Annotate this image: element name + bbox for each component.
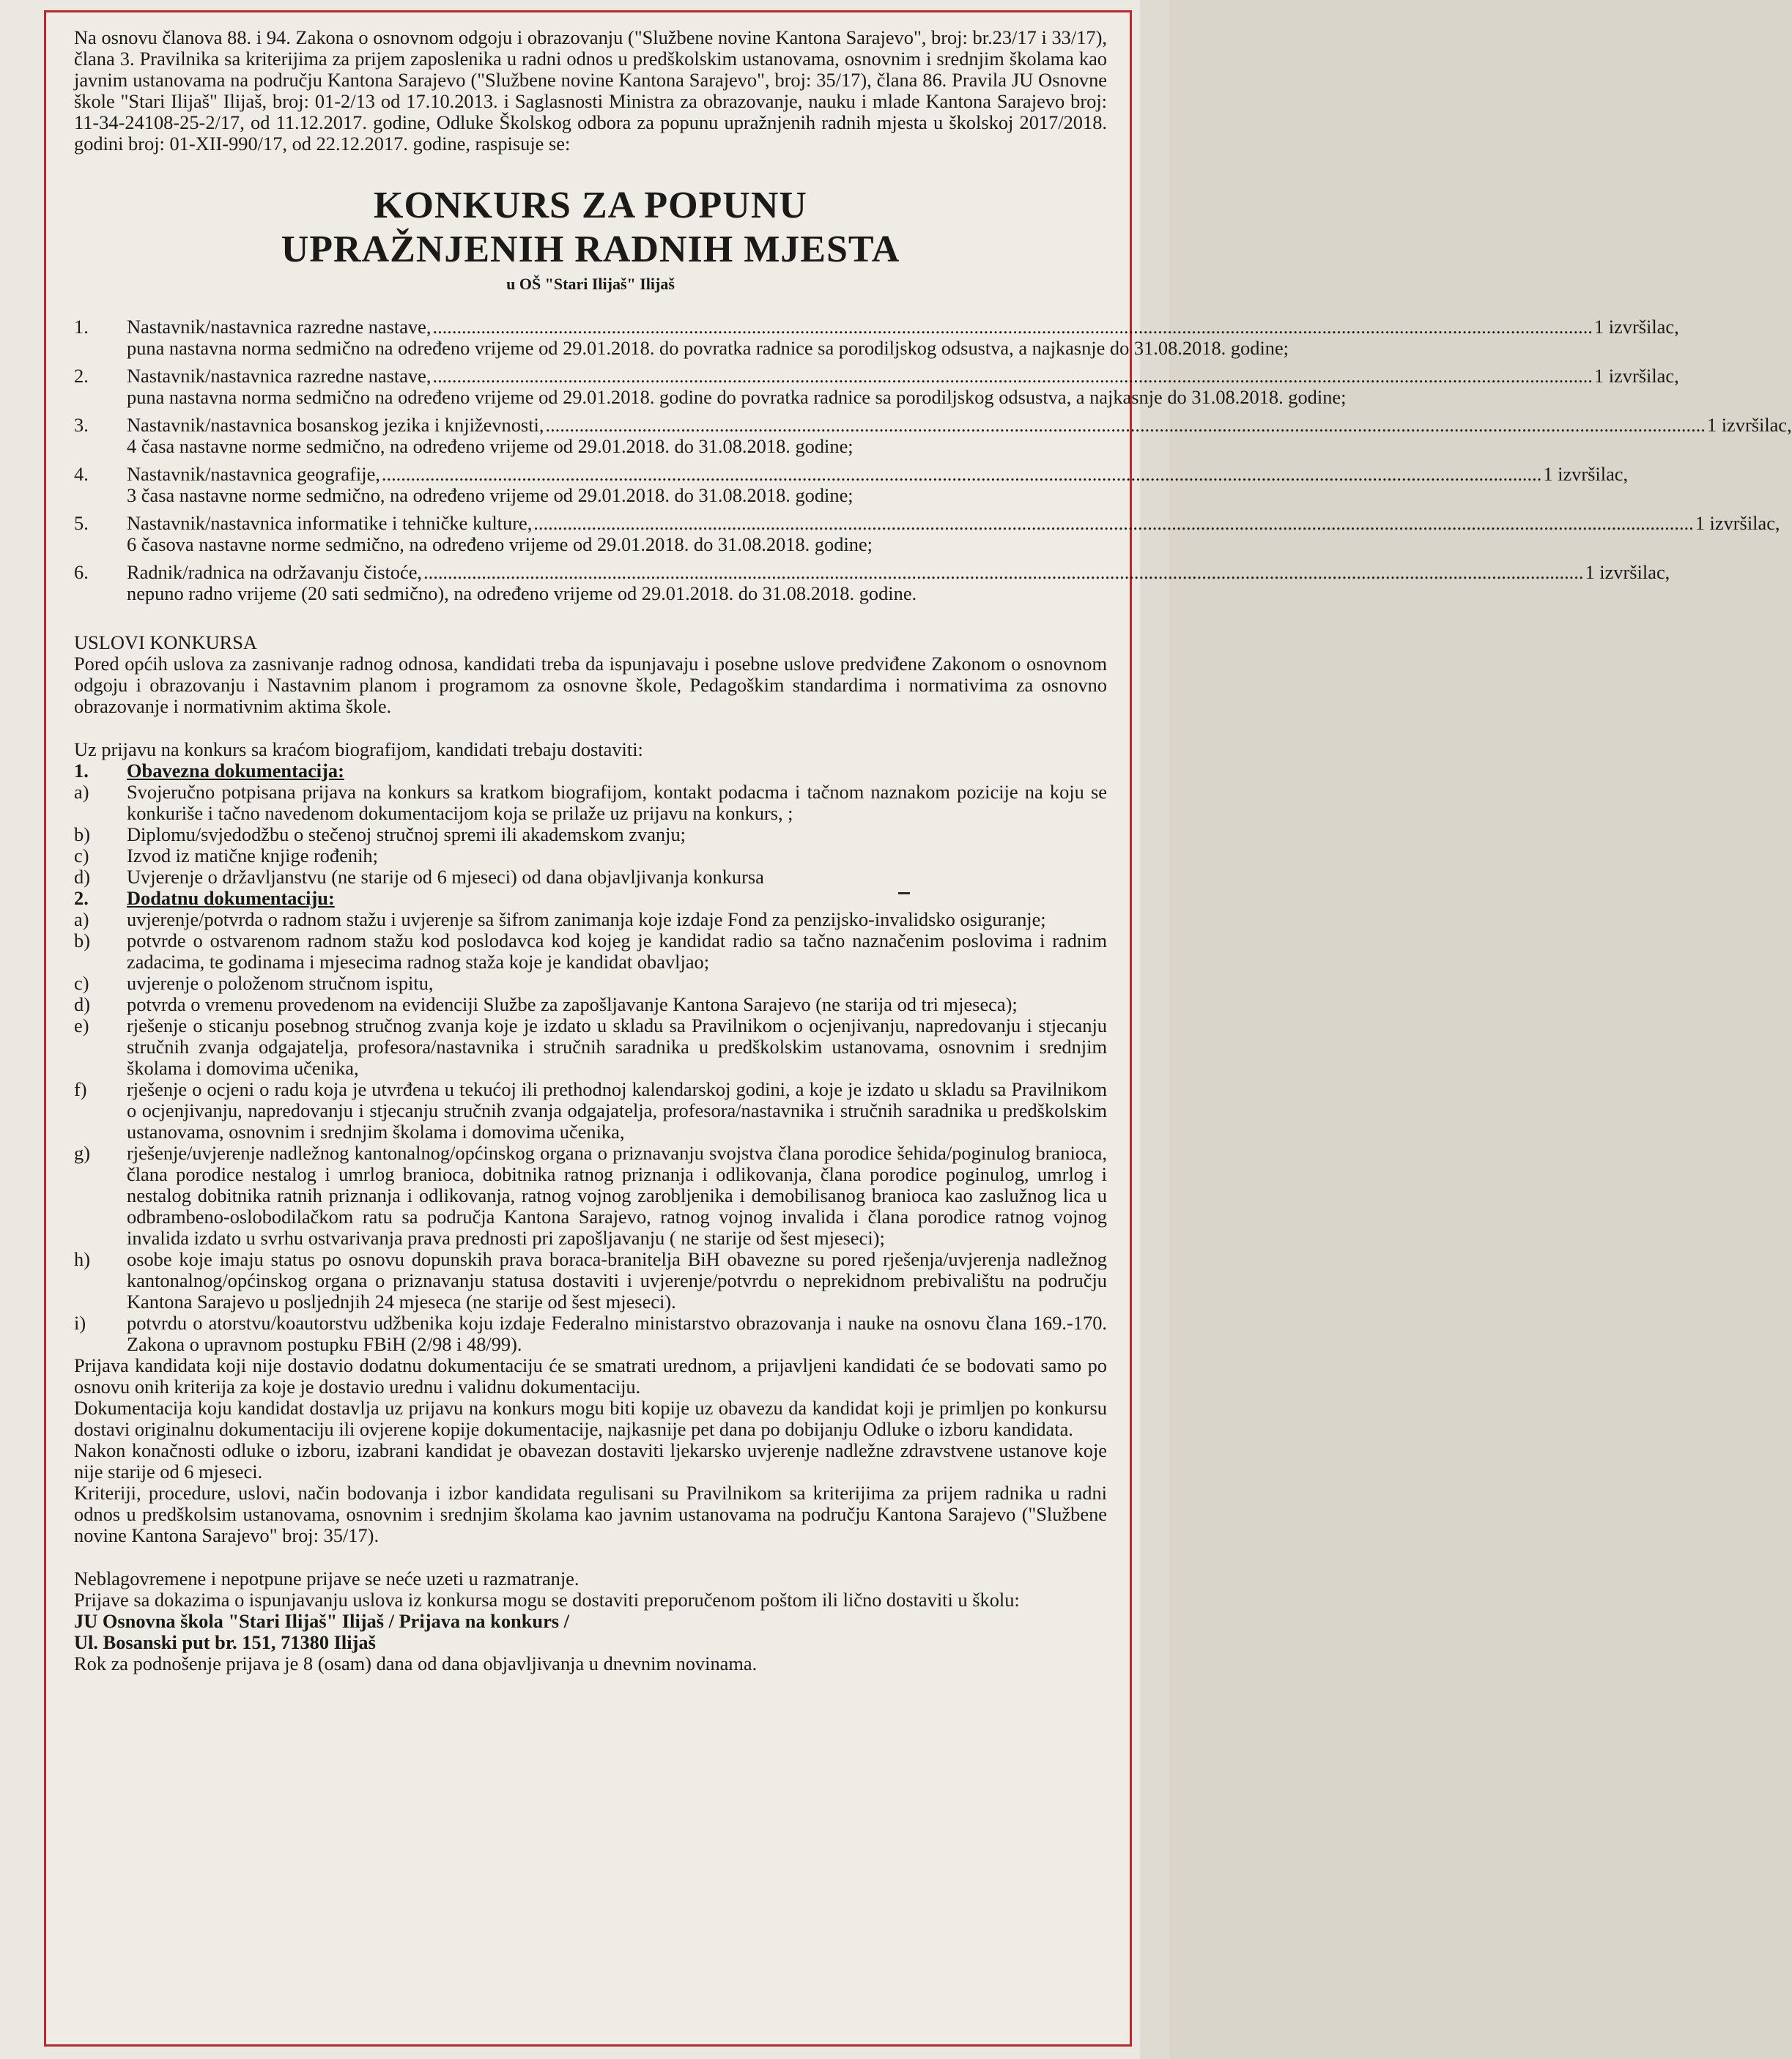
position-description: nepuno radno vrijeme (20 sati sedmično), na određeno vrijeme od 29.01.2018. do 31.08.2018. godine. bbox=[127, 582, 917, 604]
position-item bbox=[74, 414, 1792, 457]
position-description: puna nastavna norma sedmično na određeno vrijeme od 29.01.2018. godine do povratka radnice sa porodiljskog odsustva, a najkasnje do 31.08.2018. godine; bbox=[127, 386, 1347, 408]
position-description: 3 časa nastavne norme sedmično, na određeno vrijeme od 29.01.2018. do 31.08.2018. godine; bbox=[127, 484, 854, 506]
position-item bbox=[74, 463, 1629, 506]
list-item bbox=[74, 1079, 1107, 1143]
position-body bbox=[127, 513, 1780, 555]
item-text: Svojeručno potpisana prijava na konkurs sa kratkom biografijom, kontakt podacma i tačnom naznakom pozicije na koju se konkuriše i tačno navedenom dokumentacijom koja se prilaže uz prijavu na konkurs, ; bbox=[127, 781, 1107, 824]
item-label: d) bbox=[74, 866, 90, 888]
position-item bbox=[74, 365, 1679, 408]
title-line-1: KONKURS ZA POPUNU bbox=[374, 185, 807, 226]
item-text: Uvjerenje o državljanstvu (ne starije od 6 mjeseci) od dana objavljivanja konkursa bbox=[127, 866, 764, 888]
item-text: osobe koje imaju status po osnovu dopunskih prava boraca-branitelja BiH obavezne su pored rješenja/uvjerenja nadležnog kantonalnog/općinskog organa o priznavanju statusa dostaviti i uvjerenje/potvrdu o neprekidnom prebivalištu na području Kantona Sarajevo u posljednjih 24 mjeseca (ne starije od šest mjeseci). bbox=[127, 1248, 1107, 1313]
position-title: Nastavnik/nastavnica geografije, bbox=[127, 463, 380, 485]
deadline-note: Rok za podnošenje prijava je 8 (osam) dana od dana objavljivanja u dnevnim novinama. bbox=[74, 1652, 758, 1674]
list-item bbox=[74, 994, 1107, 1015]
position-title: Nastavnik/nastavnica razredne nastave, bbox=[127, 365, 432, 387]
list-item bbox=[74, 1249, 1107, 1313]
position-count: 1 izvršilac, bbox=[1593, 316, 1679, 338]
adjacent-column-edge bbox=[1140, 0, 1169, 2059]
position-description: 6 časova nastavne norme sedmično, na određeno vrijeme od 29.01.2018. do 31.08.2018. godine; bbox=[127, 533, 873, 555]
leader-dots bbox=[423, 562, 1583, 583]
item-text: Izvod iz matične knjige rođenih; bbox=[127, 845, 378, 867]
item-text: rješenje/uvjerenje nadležnog kantonalnog/općinskog organa o priznavanju svojstva člana porodice šehida/poginulog branioca, člana porodice nestalog i umrlog branioca, dobitnika ratnog priznanja i odlikovanja, člana porodice poginulog, umrlog i nestalog dobitnika ratnih priznanja i odlikovanja, ratnog vojnog zarobljenika i demobilisanog branioca kao zaslužnog lica u odbrambeno-oslobodilačkom ratu sa područja Kantona Sarajevo, ratnog vojnog invalida i člana porodice ratnog vojnog invalida izdato u svrhu ostvarivanja prava prednosti pri zapošljavanju ( ne starije od šest mjeseci); bbox=[127, 1142, 1107, 1249]
job-announcement-box bbox=[44, 10, 1792, 2047]
school-address-line-1: JU Osnovna škola "Stari Ilijaš" Ilijaš / Prijava na konkurs / bbox=[74, 1610, 569, 1632]
conditions-paragraph: Pored općih uslova za zasnivanje radnog odnosa, kandidati treba da ispunjavaju i posebne uslove predviđene Zakonom o osnovnom odgoju i obrazovanju i Nastavnim planom i programom za osnovne škole, Pedagoškim standardima i normativima za osnovno obrazovanje i normativnim aktima škole. bbox=[74, 653, 1107, 717]
list-item bbox=[74, 973, 1107, 994]
leader-dots bbox=[432, 316, 1592, 338]
item-label: e) bbox=[74, 1014, 89, 1036]
position-item bbox=[74, 512, 1780, 555]
stray-pen-mark bbox=[898, 892, 910, 894]
position-count: 1 izvršilac, bbox=[1543, 463, 1629, 485]
position-body bbox=[127, 415, 1792, 457]
list-item bbox=[74, 909, 1107, 930]
item-text: rješenje o ocjeni o radu koja je utvrđena u tekućoj ili prethodnoj kalendarskoj godini, a koje je izdato u skladu sa Pravilnikom o ocjenjivanju, napredovanju i stjecanju stručnih zvanja odgajatelja, profesora/nastavnika i stručnih saradnika u predškolskim ustanovama, osnovnim i srednjim školama i domovima učenika, bbox=[127, 1078, 1107, 1143]
position-body bbox=[127, 464, 1628, 506]
item-text: potvrda o vremenu provedenom na evidenciji Službe za zapošljavanje Kantona Sarajevo (ne starija od tri mjeseca); bbox=[127, 993, 1018, 1015]
list-item bbox=[74, 1313, 1107, 1355]
note-paragraph: Dokumentacija koju kandidat dostavlja uz prijavu na konkurs mogu biti kopije uz obavezu da kandidat koji je primljen po konkursu dostavi originalnu dokumentaciju ili ovjerene kopije dokumentacije, najkasnije pet dana po dobijanju Odluke o izboru kandidata. bbox=[74, 1397, 1107, 1440]
position-item bbox=[74, 316, 1679, 359]
position-header bbox=[127, 513, 1780, 534]
leader-dots bbox=[432, 366, 1592, 387]
item-label: b) bbox=[74, 930, 90, 951]
position-number: 5. bbox=[74, 512, 89, 534]
position-header bbox=[127, 316, 1679, 338]
leader-dots bbox=[533, 513, 1693, 534]
school-subtitle: u OŠ "Stari Ilijaš" Ilijaš bbox=[506, 275, 675, 293]
item-label: d) bbox=[74, 993, 90, 1015]
position-header bbox=[127, 415, 1792, 436]
item-text: potvrde o ostvarenom radnom stažu kod poslodavca kod kojeg je kandidat radio sa tačno naznačenim poslovima i radnim zadacima, te godinama i mjesecima radnog staža koje je kandidat obavljao; bbox=[127, 930, 1107, 973]
list-item bbox=[74, 930, 1107, 973]
leader-dots bbox=[545, 415, 1705, 436]
item-text: uvjerenje o položenom stručnom ispitu, bbox=[127, 972, 434, 994]
position-header bbox=[127, 464, 1628, 485]
position-item bbox=[74, 561, 1670, 604]
position-count: 1 izvršilac, bbox=[1706, 414, 1792, 436]
announcement-content bbox=[74, 26, 1792, 1674]
list-item bbox=[74, 824, 1107, 845]
item-label: g) bbox=[74, 1142, 90, 1164]
item-text: potvrdu o atorstvu/koautorstvu udžbenika koju izdaje Federalno ministarstvo obrazovanja i nauke na osnovu člana 169.-170. Zakona o upravnom postupku FBiH (2/98 i 48/99). bbox=[127, 1312, 1107, 1355]
position-number: 1. bbox=[74, 316, 89, 338]
late-applications-note: Neblagovremene i nepotpune prijave se neće uzeti u razmatranje. bbox=[74, 1568, 580, 1589]
announcement-title bbox=[74, 184, 1107, 272]
section-number: 1. bbox=[74, 760, 89, 782]
position-title: Nastavnik/nastavnica razredne nastave, bbox=[127, 316, 432, 338]
leader-dots bbox=[382, 464, 1541, 485]
position-number: 2. bbox=[74, 365, 89, 387]
item-label: i) bbox=[74, 1312, 86, 1334]
section-title: Dodatnu dokumentaciju: bbox=[127, 887, 335, 909]
position-number: 4. bbox=[74, 463, 89, 485]
conditions-heading: USLOVI KONKURSA bbox=[74, 631, 257, 653]
position-description: 4 časa nastavne norme sedmično, na određeno vrijeme od 29.01.2018. do 31.08.2018. godine; bbox=[127, 435, 854, 457]
item-label: b) bbox=[74, 823, 90, 845]
documents-intro: Uz prijavu na konkurs sa kraćom biografijom, kandidati trebaju dostaviti: bbox=[74, 738, 643, 760]
school-address-line-2: Ul. Bosanski put br. 151, 71380 Ilijaš bbox=[74, 1631, 376, 1653]
position-header bbox=[127, 562, 1670, 583]
positions-list bbox=[74, 316, 1792, 604]
item-text: uvjerenje/potvrda o radnom stažu i uvjerenje sa šifrom zanimanja koje izdaje Fond za penzijsko-invalidsko osiguranje; bbox=[127, 908, 1046, 930]
item-text: Diplomu/svjedodžbu o stečenoj stručnoj spremi ili akademskom zvanju; bbox=[127, 823, 686, 845]
position-number: 3. bbox=[74, 414, 89, 436]
position-header bbox=[127, 366, 1679, 387]
mandatory-docs-heading bbox=[74, 760, 1107, 782]
section-title: Obavezna dokumentacija: bbox=[127, 760, 344, 782]
list-item bbox=[74, 1143, 1107, 1249]
position-number: 6. bbox=[74, 561, 89, 583]
list-item bbox=[74, 845, 1107, 867]
item-label: c) bbox=[74, 972, 89, 994]
additional-docs-heading bbox=[74, 888, 1107, 909]
item-label: a) bbox=[74, 781, 89, 803]
item-label: f) bbox=[74, 1078, 87, 1100]
list-item bbox=[74, 1015, 1107, 1079]
submission-instructions: Prijave sa dokazima o ispunjavanju uslova iz konkursa mogu se dostaviti preporučenom poštom ili lično dostaviti u školu: bbox=[74, 1589, 1020, 1611]
note-paragraph: Nakon konačnosti odluke o izboru, izabrani kandidat je obavezan dostaviti ljekarsko uvjerenje nadležne zdravstvene ustanove koje nije starije od 6 mjeseci. bbox=[74, 1439, 1107, 1483]
position-body bbox=[127, 366, 1679, 408]
note-paragraph: Prijava kandidata koji nije dostavio dodatnu dokumentaciju će se smatrati urednom, a prijavljeni kandidati će se bodovati samo po osnovu onih kriterija za koje je dostavio urednu i validnu dokumentaciju. bbox=[74, 1354, 1107, 1398]
title-line-2: UPRAŽNJENIH RADNIH MJESTA bbox=[281, 229, 900, 270]
position-title: Radnik/radnica na održavanju čistoće, bbox=[127, 561, 423, 583]
position-body bbox=[127, 562, 1670, 604]
position-title: Nastavnik/nastavnica bosanskog jezika i književnosti, bbox=[127, 414, 544, 436]
legal-basis-paragraph: Na osnovu članova 88. i 94. Zakona o osnovnom odgoju i obrazovanju ("Službene novine Kantona Sarajevo", broj: br.23/17 i 33/17), člana 3. Pravilnika sa kriterijima za prijem zaposlenika u radni odnos u predškolskim ustanovama, osnovnim i srednjim školama kao javnim ustanovama na području Kantona Sarajevo ("Službene novine Kantona Sarajevo", broj: 35/17), člana 86. Pravila JU Osnovne škole "Stari Ilijaš" Ilijaš, broj: 01-2/13 od 17.10.2013. i Saglasnosti Ministra za obrazovanje, nauku i mlade Kantona Sarajevo broj: 11-34-24108-25-2/17, od 11.12.2017. godine, Odluke Školskog odbora za popunu upražnjenih radnih mjesta u školskoj 2017/2018. godini broj: 01-XII-990/17, od 22.12.2017. godine, raspisuje se: bbox=[74, 26, 1107, 155]
note-paragraph: Kriteriji, procedure, uslovi, način bodovanja i izbor kandidata regulisani su Pravilnikom sa kriterijima za prijem radnika u radni odnos u predškolsim ustanovama, osnovnim i srednjim školama kao javnim ustanovama na području Kantona Sarajevo ("Službene novine Kantona Sarajevo" broj: 35/17). bbox=[74, 1482, 1107, 1546]
item-label: a) bbox=[74, 908, 89, 930]
item-label: c) bbox=[74, 845, 89, 867]
position-title: Nastavnik/nastavnica informatike i tehničke kulture, bbox=[127, 512, 533, 534]
section-number: 2. bbox=[74, 887, 89, 909]
position-count: 1 izvršilac, bbox=[1695, 512, 1780, 534]
list-item bbox=[74, 782, 1107, 824]
list-item bbox=[74, 867, 1107, 888]
item-text: rješenje o sticanju posebnog stručnog zvanja koje je izdato u skladu sa Pravilnikom o ocjenjivanju, napredovanju i stjecanju stručnih zvanja odgajatelja, profesora/nastavnika i stručnih saradnika u predškolskim ustanovama, osnovnim i srednjim školama i domovima učenika, bbox=[127, 1014, 1107, 1079]
position-count: 1 izvršilac, bbox=[1585, 561, 1670, 583]
position-body bbox=[127, 316, 1679, 359]
position-count: 1 izvršilac, bbox=[1593, 365, 1679, 387]
position-description: puna nastavna norma sedmično na određeno vrijeme od 29.01.2018. do povratka radnice sa porodiljskog odsustva, a najkasnje do 31.08.2018. godine; bbox=[127, 337, 1289, 359]
item-label: h) bbox=[74, 1248, 90, 1270]
